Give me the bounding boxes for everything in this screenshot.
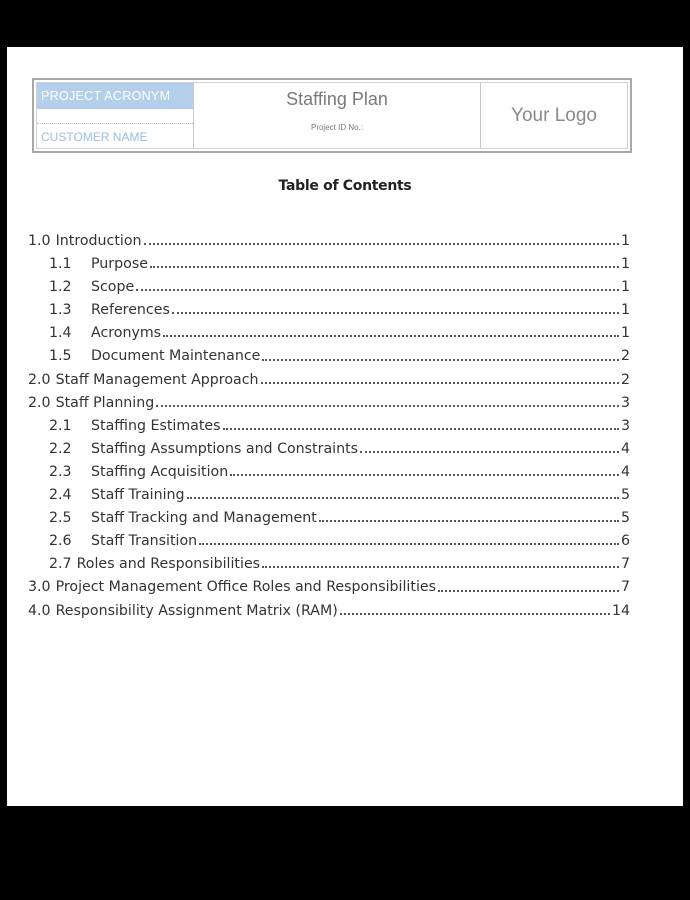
toc-entry-title: Introduction [55,233,142,249]
customer-name: CUSTOMER NAME [41,130,148,144]
header-table [32,78,632,153]
dot-leader [230,474,619,476]
toc-entry[interactable] [28,507,630,530]
toc-entry-page: 3 [620,394,630,411]
document-page [7,47,683,806]
toc-entry[interactable] [28,576,630,599]
toc-entry-number: 2.7 [49,556,72,573]
dot-leader [223,428,619,430]
toc-entry-title: Roles and Responsibilities [76,556,261,573]
toc-entry[interactable] [28,530,630,553]
toc-entry-title: Staff Training [91,487,185,504]
toc-entry-page: 1 [620,256,630,273]
toc-entry[interactable] [28,299,630,322]
toc-entry-page: 7 [620,556,630,573]
toc-entry-title: Staff Management Approach [55,371,259,388]
toc-entry-number: 1.5 [49,348,72,365]
toc-entry-number: 1.1 [49,256,72,273]
toc-entry-title: Scope [91,279,135,296]
toc-entry[interactable] [28,345,630,368]
dot-leader [150,266,619,268]
toc-entry-title: Staff Transition [91,533,198,550]
toc-entry-page: 14 [611,602,630,619]
toc-entry-title: Responsibility Assignment Matrix (RAM) [55,602,338,619]
dot-leader [319,520,619,522]
dot-leader [187,497,619,499]
toc-entry-page: 2 [620,348,630,365]
dot-leader [136,289,619,291]
toc-entry-number: 2.4 [49,487,72,504]
project-id-label: Project ID No.: [310,123,363,132]
toc-entry-title: Staff Tracking and Management [91,510,317,527]
toc-entry-number: 2.6 [49,533,72,550]
dot-leader [360,451,619,453]
header-title-cell [194,83,481,148]
toc-entry-page: 2 [620,371,630,388]
toc-entry-number: 3.0 [28,579,51,596]
toc-entry-number: 2.3 [49,463,72,480]
document-title: Staffing Plan [286,89,388,109]
toc-entry-title: Staffing Acquisition [91,463,229,480]
toc-entry-number: 2.5 [49,510,72,527]
dot-leader [156,405,619,407]
toc-entry-title: References [91,302,170,319]
toc-entry-title: Acronyms [91,325,162,342]
toc-entry[interactable] [28,600,630,623]
toc-entry-number: 2.2 [49,440,72,457]
logo-text: Your Logo [511,104,597,126]
toc-entry-number: 2.0 [28,371,51,388]
toc-entry[interactable] [28,322,630,345]
dot-leader [199,543,619,545]
toc-entry-title: Project Management Office Roles and Responsibilities [55,579,436,596]
toc-entry[interactable] [28,253,630,276]
toc-entry-title: Staff Planning [55,394,155,411]
dot-leader [340,613,610,615]
toc-entry[interactable] [28,415,630,438]
toc-entry-title: Staffing Estimates [91,417,221,434]
table-of-contents [28,230,630,623]
toc-entry-page: 6 [620,533,630,550]
toc-entry[interactable] [28,553,630,576]
toc-entry-number: 4.0 [28,602,51,619]
toc-entry[interactable] [28,484,630,507]
dot-leader [262,359,619,361]
toc-entry-title: Document Maintenance [91,348,261,365]
toc-entry-title: Staffing Assumptions and Constraints [91,440,359,457]
header-left-cell [37,83,194,148]
toc-entry-page: 1 [620,325,630,342]
dot-leader [438,590,619,592]
toc-entry-page: 7 [620,579,630,596]
project-acronym: PROJECT ACRONYM [37,83,193,109]
toc-entry[interactable] [28,369,630,392]
toc-entry[interactable] [28,438,630,461]
toc-entry-number: 1.2 [49,279,72,296]
toc-entry-page: 5 [620,487,630,504]
toc-entry[interactable] [28,230,630,253]
toc-entry[interactable] [28,276,630,299]
blank-row [37,109,193,124]
toc-entry[interactable] [28,392,630,415]
dot-leader [163,335,619,337]
toc-entry-number: 1.3 [49,302,72,319]
toc-title: Table of Contents [278,178,412,194]
toc-entry-number: 1.0 [28,233,51,249]
toc-entry-page: 1 [620,279,630,296]
toc-entry-page: 1 [620,233,630,249]
toc-entry-number: 2.1 [49,417,72,434]
toc-entry-page: 3 [620,417,630,434]
toc-entry-page: 4 [620,463,630,480]
dot-leader [262,566,619,568]
dot-leader [261,382,619,384]
toc-entry-number: 1.4 [49,325,72,342]
dot-leader [144,243,619,245]
toc-entry-title: Purpose [91,256,148,273]
toc-entry[interactable] [28,461,630,484]
dot-leader [172,312,619,314]
toc-entry-number: 2.0 [28,394,51,411]
toc-entry-page: 5 [620,510,630,527]
toc-entry-page: 1 [620,302,630,319]
logo-placeholder [481,83,627,148]
toc-entry-page: 4 [620,440,630,457]
